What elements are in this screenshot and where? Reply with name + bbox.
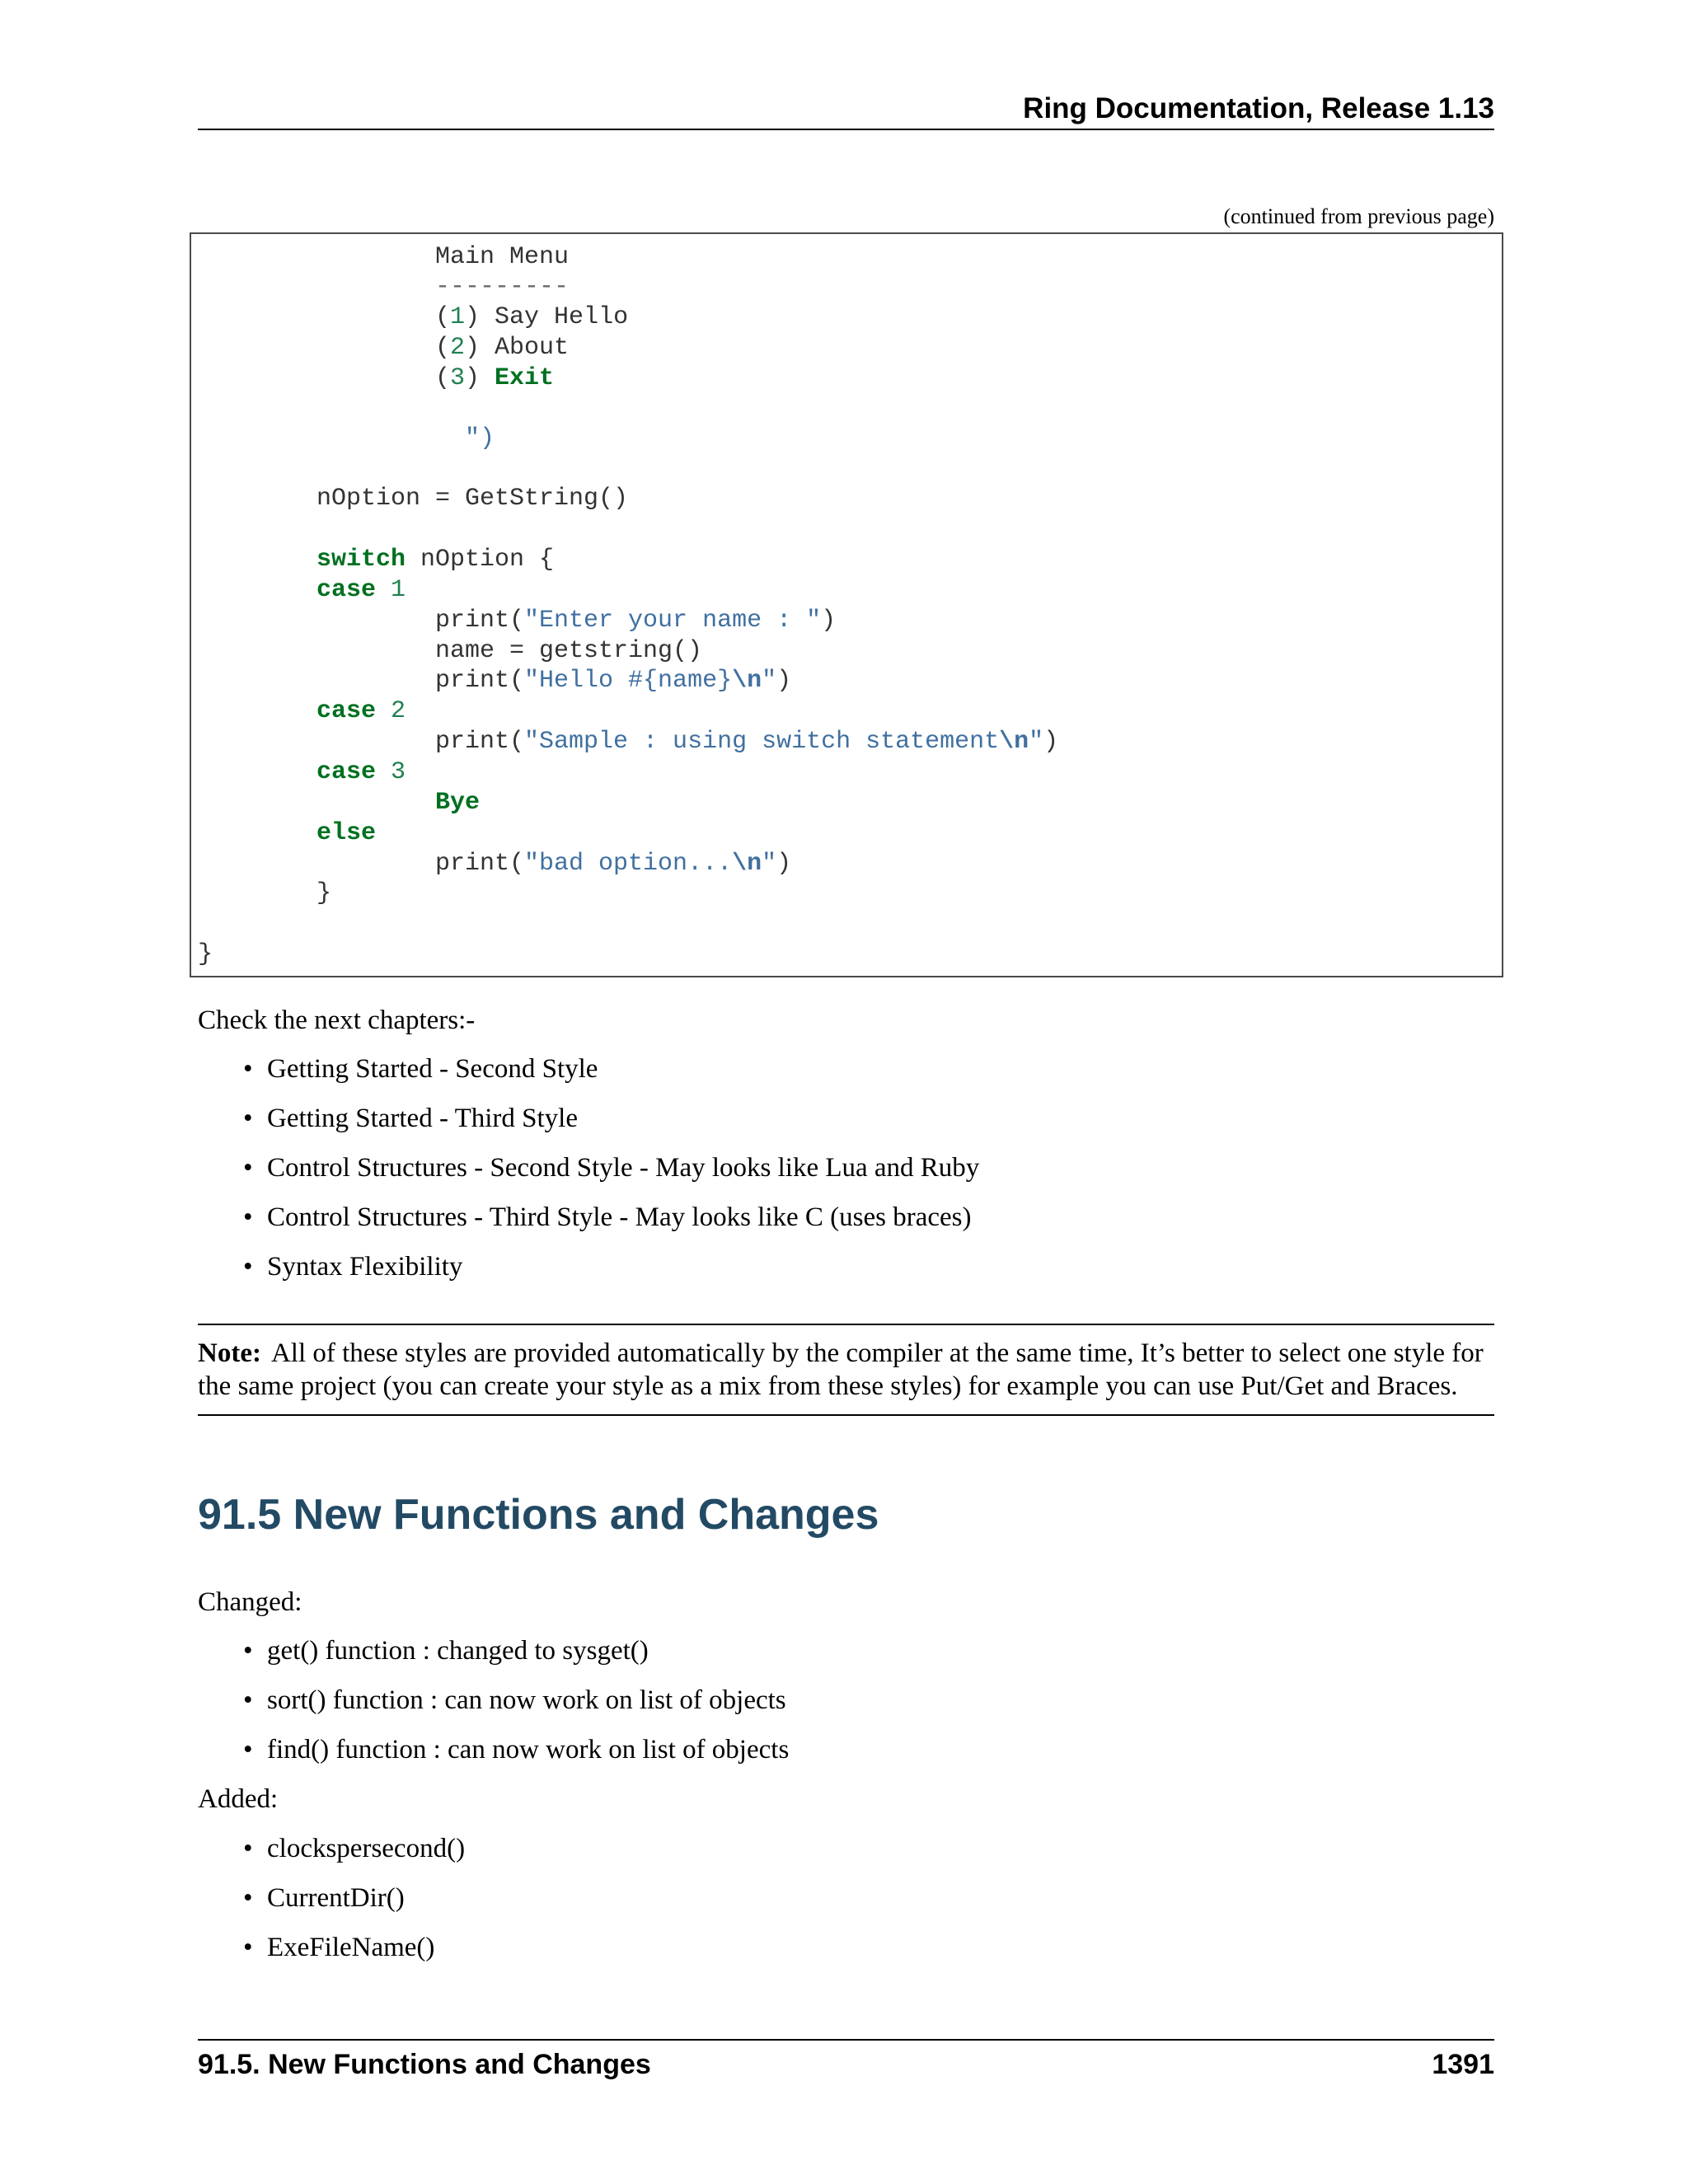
code-line: Main Menu xyxy=(435,243,570,271)
list-item: • Getting Started - Third Style xyxy=(243,1104,579,1133)
code-line: case 3 xyxy=(316,758,406,786)
list-item: • clockspersecond() xyxy=(243,1834,466,1863)
code-line: ") xyxy=(465,424,495,452)
page-footer xyxy=(198,2039,1494,2090)
code-line: (3) Exit xyxy=(435,364,555,392)
list-item: • get() function : changed to sysget() xyxy=(243,1636,649,1666)
changed-label: Changed: xyxy=(198,1587,302,1617)
note-line: the same project (you can create your style as a mix from these styles) for example you can use Put/Get and Braces. xyxy=(198,1371,1458,1401)
page-number: 1391 xyxy=(1432,2049,1494,2080)
code-line: } xyxy=(316,879,332,907)
code-line: nOption = GetString() xyxy=(316,485,629,513)
list-item: • CurrentDir() xyxy=(243,1883,405,1913)
code-line: } xyxy=(198,940,213,968)
code-line: --------- xyxy=(435,273,570,301)
continued-note: (continued from previous page) xyxy=(1223,204,1494,228)
code-line: print("Sample : using switch statement\n") xyxy=(435,728,1059,756)
code-block xyxy=(190,232,1503,977)
code-line: switch nOption { xyxy=(316,546,555,574)
list-item: • sort() function : can now work on list of objects xyxy=(243,1685,786,1715)
code-line: (2) About xyxy=(435,334,570,362)
chapters-intro: Check the next chapters:- xyxy=(198,1005,476,1035)
code-line: print("bad option...\n") xyxy=(435,850,792,878)
code-line: case 1 xyxy=(316,576,406,604)
added-label: Added: xyxy=(198,1784,279,1814)
code-line: (1) Say Hello xyxy=(435,303,629,331)
code-line: Bye xyxy=(435,789,481,817)
list-item: • Control Structures - Second Style - May looks like Lua and Ruby xyxy=(243,1153,980,1183)
list-item: • Getting Started - Second Style xyxy=(243,1054,598,1084)
code-line: print("Enter your name : ") xyxy=(435,607,837,635)
note-label: Note: xyxy=(198,1338,261,1368)
footer-section: 91.5. New Functions and Changes xyxy=(198,2049,651,2080)
code-line: else xyxy=(316,819,377,847)
code-line: print("Hello #{name}\n") xyxy=(435,667,792,695)
note-admonition xyxy=(198,1324,1494,1416)
list-item: • ExeFileName() xyxy=(243,1933,435,1962)
code-line: case 2 xyxy=(316,697,406,725)
list-item: • Control Structures - Third Style - May looks like C (uses braces) xyxy=(243,1202,972,1232)
section-title: 91.5 New Functions and Changes xyxy=(198,1491,879,1539)
code-line: name = getstring() xyxy=(435,637,703,665)
list-item: • Syntax Flexibility xyxy=(243,1252,463,1282)
list-item: • find() function : can now work on list of objects xyxy=(243,1735,790,1765)
page-header xyxy=(198,92,1494,130)
note-line: Note: All of these styles are provided automatically by the compiler at the same time, It’s better to select one style for xyxy=(198,1338,1484,1368)
header-title: Ring Documentation, Release 1.13 xyxy=(1023,92,1494,124)
